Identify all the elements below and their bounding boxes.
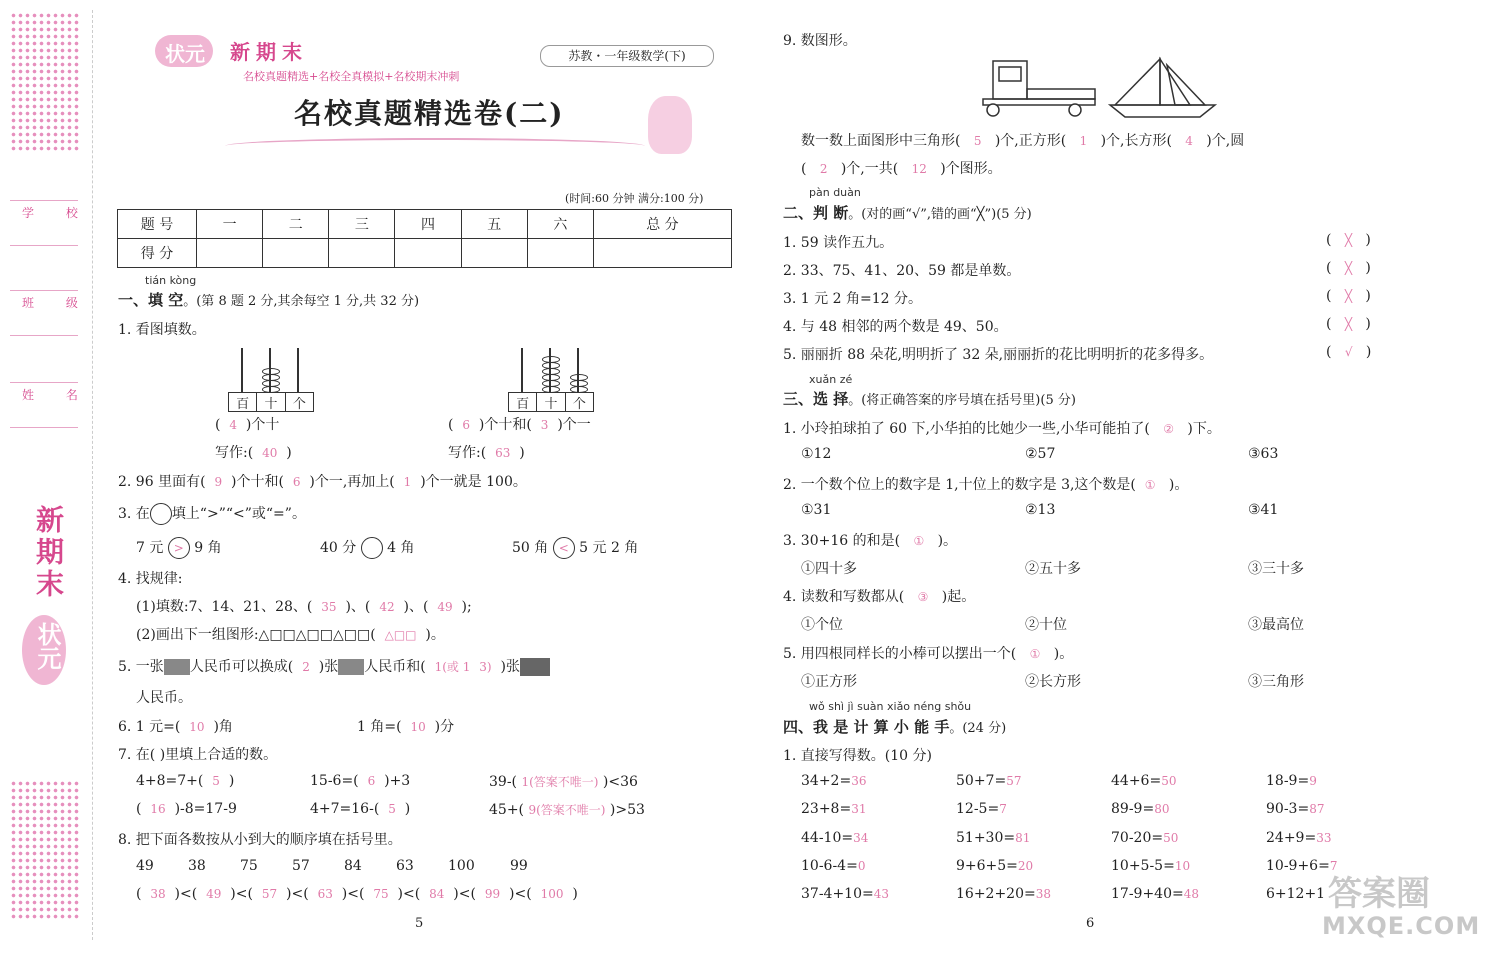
choice-q2: 2. 一个数个位上的数字是 1,十位上的数字是 3,这个数是( ① )。 [783, 477, 1189, 493]
answer[interactable]: 5 [212, 774, 220, 788]
circle-icon [150, 503, 172, 525]
answer[interactable]: 49 [437, 600, 453, 614]
edition-badge: 苏教・一年级数学(下) [540, 45, 714, 67]
choice-option[interactable]: ②五十多 [1025, 561, 1081, 577]
answer[interactable]: 4 [229, 418, 238, 432]
answer[interactable]: 2 [302, 660, 310, 674]
q7-r1-c: 39-( 1(答案不唯一) )<36 [489, 774, 638, 790]
abacus-label: 个 [572, 397, 586, 412]
answer[interactable]: ① [1144, 478, 1156, 492]
calc-row: 34+2=36 50+7=57 44+6=50 18-9=9 [801, 773, 1317, 789]
answer[interactable]: 57 [1006, 774, 1022, 788]
section1-title-text: 一、填 空 [118, 291, 184, 309]
score-table-header-row [118, 210, 732, 239]
brand-logo-text: 状元 [165, 42, 205, 66]
judge-answer-4[interactable]: ( ╳ ) [1326, 316, 1371, 332]
choice-option[interactable]: ③63 [1248, 446, 1279, 462]
answer[interactable]: 16 [150, 802, 166, 816]
answer[interactable]: 10 [189, 720, 205, 734]
choice-q4: 4. 读数和写数都从( ③ )起。 [783, 589, 976, 605]
calc-row: 37-4+10=43 16+2+20=38 17-9+40=48 6+12+1 [801, 886, 1326, 902]
score-input[interactable] [593, 239, 731, 268]
score-table-score-row [118, 239, 732, 268]
answer[interactable]: 9 [1309, 774, 1317, 788]
q6: 6. 1 元=( 10 )角 [118, 719, 233, 735]
answer[interactable]: 9 [214, 475, 223, 489]
school-label: 学 校 [22, 206, 92, 220]
judge-item-1: 1. 59 读作五九。 [783, 235, 894, 251]
section4-q1: 1. 直接写得数。(10 分) [783, 748, 932, 764]
q8-num: 99 [510, 858, 528, 874]
q7-r1-a: 4+8=7+( 5 ) [136, 773, 235, 789]
judge-answer-5[interactable]: ( √ ) [1326, 344, 1372, 360]
score-cell: 一 [197, 210, 263, 239]
answer[interactable]: 75 [373, 887, 389, 901]
choice-option[interactable]: ③41 [1248, 502, 1279, 518]
q7-r2-b: 4+7=16-( 5 ) [310, 801, 411, 817]
q8-answers: ( 38 )<( 49 )<( 57 )<( 63 )<( 75 )<( 84 )<( 99 )<( 100 ) [136, 886, 578, 902]
choice-option[interactable]: ①个位 [801, 617, 843, 633]
answer[interactable]: 87 [1309, 802, 1325, 816]
score-input[interactable] [329, 239, 395, 268]
judge-item-2: 2. 33、75、41、20、59 都是单数。 [783, 263, 1021, 279]
sidebar-series-vertical: 新期末 [32, 505, 65, 601]
score-cell: 五 [461, 210, 527, 239]
q8-text: 8. 把下面各数按从小到大的顺序填在括号里。 [118, 832, 402, 848]
choice-option[interactable]: ③三角形 [1248, 674, 1304, 690]
section4-pinyin: wǒ shì jì suàn xiǎo néng shǒu [809, 700, 972, 713]
choice-option[interactable]: ①四十多 [801, 561, 857, 577]
time-info: (时间:60 分钟 满分:100 分) [565, 192, 704, 205]
sidebar-dots-bottom [10, 780, 80, 920]
answer[interactable]: 1(答案不唯一) [521, 775, 599, 789]
answer[interactable]: 4 [1185, 134, 1193, 148]
answer[interactable]: 5 [973, 134, 982, 148]
judge-answer-2[interactable]: ( ╳ ) [1326, 260, 1371, 276]
choice-option[interactable]: ②13 [1025, 502, 1056, 518]
q9-line1: 数一数上面图形中三角形( 5 )个,正方形( 1 )个,长方形( 4 )个,圆 [801, 133, 1245, 149]
q7-r2-a: ( 16 )-8=17-9 [136, 801, 237, 817]
banknote-icon [520, 658, 550, 676]
answer[interactable]: 3) [479, 660, 492, 674]
header-subtitle: 名校真题精选+名校全真模拟+名校期末冲刺 [243, 70, 460, 83]
banknote-icon [338, 659, 364, 675]
class-label: 班 级 [22, 296, 92, 310]
q8-num: 75 [240, 858, 258, 874]
answer[interactable]: 84 [429, 887, 445, 901]
abacus-label: 十 [537, 393, 565, 411]
q5: 5. 一张 人民币可以换成( 2 )张 人民币和( 1(或 1 3) )张 [118, 656, 550, 676]
section3-note: 。(将正确答案的序号填在括号里)(5 分) [848, 393, 1076, 408]
answer[interactable]: 3 [540, 418, 549, 432]
answer[interactable]: 50 [1161, 774, 1177, 788]
abacus-a [228, 348, 312, 410]
truck-wheel [987, 104, 999, 116]
answer[interactable]: 1 [1079, 134, 1088, 148]
q8-num: 57 [292, 858, 310, 874]
answer[interactable]: 38 [1035, 887, 1052, 901]
score-cell: 四 [395, 210, 461, 239]
answer[interactable]: 2 [819, 162, 828, 176]
section3-pinyin: xuǎn zé [809, 373, 853, 386]
banknote-icon [164, 659, 190, 675]
answer[interactable]: 0 [857, 859, 866, 873]
q7-r1-b: 15-6=( 6 )+3 [310, 773, 411, 789]
answer[interactable]: 63 [495, 446, 511, 460]
q3-b: 40 分 4 角 [320, 537, 415, 559]
q8-num: 49 [136, 858, 154, 874]
q5-line2: 人民币。 [136, 690, 192, 706]
q4-text: 4. 找规律: [118, 571, 183, 587]
answer[interactable]: ① [913, 534, 925, 548]
choice-option[interactable]: ①正方形 [801, 674, 857, 690]
truck-window [999, 67, 1021, 81]
section3-title [783, 388, 1076, 409]
choice-option[interactable]: ②57 [1025, 446, 1056, 462]
answer[interactable]: 42 [379, 600, 395, 614]
choice-option[interactable]: ②十位 [1025, 617, 1067, 633]
score-cell: 总 分 [593, 210, 731, 239]
answer[interactable]: 49 [206, 887, 222, 901]
judge-item-3: 3. 1 元 2 角=12 分。 [783, 291, 922, 307]
answer[interactable]: 1 [403, 475, 412, 489]
judge-item-5: 5. 丽丽折 88 朵花,明明折了 32 朵,丽丽折的花比明明折的花多得多。 [783, 347, 1214, 363]
section2-note: 。(对的画“√”,错的画“╳”)(5 分) [848, 207, 1032, 222]
answer[interactable]: ② [1163, 422, 1175, 436]
page-title: 名校真题精选卷(二) [294, 97, 565, 130]
abacus-label: 个 [292, 397, 306, 412]
choice-q5: 5. 用四根同样长的小棒可以摆出一个( ① )。 [783, 646, 1074, 662]
answer[interactable]: 9(答案不唯一) [528, 803, 606, 817]
section2-pinyin: pàn duàn [809, 186, 861, 199]
name-label: 姓 名 [22, 388, 92, 402]
q3-a: 7 元 > 9 角 [136, 537, 222, 559]
calc-row: 10-6-4=0 9+6+5=20 10+5-5=10 10-9+6=7 [801, 858, 1338, 874]
abacus-label: 十 [257, 393, 285, 411]
section1-title [118, 289, 419, 310]
compare-circle[interactable]: > [168, 537, 190, 559]
sail-triangle [1115, 59, 1160, 105]
abacus-label: 百 [509, 393, 537, 411]
answer[interactable]: 43 [873, 887, 890, 901]
section4-title-text: 四、我 是 计 算 小 能 手 [783, 718, 950, 736]
answer[interactable]: 57 [261, 887, 278, 901]
sidebar-dots-top [10, 12, 80, 152]
q1-a-write: 写作:( 40 ) [215, 445, 292, 461]
q6-b: 1 角=( 10 )分 [357, 719, 455, 735]
q9-text: 9. 数图形。 [783, 33, 857, 49]
answer[interactable]: 36 [851, 774, 867, 788]
abacus-label: 百 [229, 393, 257, 411]
section1-note: 。(第 8 题 2 分,其余每空 1 分,共 32 分) [183, 294, 420, 309]
sail-triangle [1160, 59, 1190, 105]
answer[interactable]: 48 [1183, 887, 1200, 901]
section4-note: 。(24 分) [949, 721, 1007, 736]
truck-wheel [1069, 104, 1081, 116]
answer[interactable]: 80 [1154, 802, 1170, 816]
watermark-url: MXQE.COM [1322, 912, 1481, 940]
score-table [117, 209, 732, 268]
answer[interactable]: 31 [851, 802, 867, 816]
compare-circle[interactable] [361, 537, 383, 559]
score-input[interactable] [197, 239, 263, 268]
choice-q3: 3. 30+16 的和是( ① )。 [783, 533, 958, 549]
score-cell: 三 [329, 210, 395, 239]
answer[interactable]: 35 [321, 600, 337, 614]
section1-pinyin: tián kòng [145, 274, 197, 287]
q3-c: 50 角 < 5 元 2 角 [512, 537, 638, 559]
section4-title [783, 716, 1006, 737]
answer[interactable]: ③ [917, 590, 929, 604]
sidebar-brand-vertical: 状元 [33, 622, 62, 670]
score-cell: 六 [527, 210, 593, 239]
q7-text: 7. 在( )里填上合适的数。 [118, 747, 278, 763]
score-cell: 得 分 [118, 239, 197, 268]
answer[interactable]: 63 [317, 887, 333, 901]
choice-option[interactable]: ③最高位 [1248, 617, 1304, 633]
answer[interactable]: 40 [262, 446, 278, 460]
answer[interactable]: 33 [1316, 831, 1332, 845]
answer[interactable]: 34 [853, 831, 869, 845]
calc-row: 44-10=34 51+30=81 70-20=50 24+9=33 [801, 830, 1332, 846]
q9-line2: ( 2 )个,一共( 12 )个图形。 [801, 161, 1002, 177]
answer[interactable]: 38 [150, 887, 166, 901]
answer[interactable]: 50 [1163, 831, 1179, 845]
q2: 2. 96 里面有( 9 )个十和( 6 )个一,再加上( 1 )个一就是 100。 [118, 474, 527, 490]
q3: 3. 在 填上“>”“<”或“=”。 [118, 503, 306, 525]
boat-hull [1110, 105, 1215, 117]
answer[interactable]: 99 [484, 887, 501, 901]
q9-figures [975, 55, 1220, 120]
page-number-left: 5 [415, 916, 424, 931]
score-input[interactable] [395, 239, 461, 268]
title-swoosh [225, 138, 645, 154]
abacus-b [508, 348, 592, 410]
choice-option[interactable]: ①12 [801, 446, 832, 462]
q7-r2-c: 45+( 9(答案不唯一) )>53 [489, 802, 645, 818]
answer[interactable]: 20 [1017, 859, 1034, 873]
series-title: 新期末 [230, 40, 308, 64]
q8-num: 100 [448, 858, 475, 874]
q1-b-answer: ( 6 )个十和( 3 )个一 [448, 417, 591, 433]
score-cell: 题 号 [118, 210, 197, 239]
answer[interactable]: 5 [388, 802, 396, 816]
answer[interactable]: 7 [1329, 859, 1338, 873]
judge-answer-1[interactable]: ( ╳ ) [1326, 232, 1371, 248]
score-input[interactable] [461, 239, 527, 268]
section3-title-text: 三、选 择 [783, 390, 849, 408]
answer[interactable]: 6 [462, 418, 471, 432]
choice-option[interactable]: ③三十多 [1248, 561, 1304, 577]
choice-option[interactable]: ②长方形 [1025, 674, 1081, 690]
score-cell: 二 [263, 210, 329, 239]
answer[interactable]: 81 [1015, 831, 1031, 845]
judge-answer-3[interactable]: ( ╳ ) [1326, 288, 1371, 304]
calc-row: 23+8=31 12-5=7 89-9=80 90-3=87 [801, 801, 1325, 817]
choice-option[interactable]: ①31 [801, 502, 832, 518]
page-number-right: 6 [1086, 916, 1095, 931]
q8-num: 63 [396, 858, 414, 874]
judge-item-4: 4. 与 48 相邻的两个数是 49、50。 [783, 319, 1008, 335]
q1-text: 1. 看图填数。 [118, 322, 206, 338]
answer[interactable]: 100 [540, 887, 564, 901]
compare-circle[interactable]: < [553, 537, 575, 559]
q1-a-answer: ( 4 )个十 [215, 417, 280, 433]
q4-line2: (2)画出下一组图形:△□□△□□△□□( △□□ )。 [136, 627, 445, 643]
section2-title [783, 202, 1032, 223]
binding-line [92, 10, 93, 940]
answer[interactable]: 7 [999, 802, 1007, 816]
score-input[interactable] [527, 239, 593, 268]
answer[interactable]: △□□ [384, 628, 417, 642]
score-input[interactable] [263, 239, 329, 268]
answer[interactable]: 10 [410, 720, 426, 734]
answer[interactable]: 6 [292, 475, 301, 489]
q8-nums [136, 858, 528, 874]
answer[interactable]: 1(或 1 [434, 660, 471, 674]
q4-line1: (1)填数:7、14、21、28、( 35 )、( 42 )、( 49 ); [136, 599, 472, 615]
watermark-logo: 答案圈 [1328, 874, 1430, 914]
mascot-icon [648, 96, 692, 154]
q8-num: 38 [188, 858, 206, 874]
q1-b-write: 写作:( 63 ) [448, 445, 525, 461]
answer[interactable]: 12 [911, 162, 927, 176]
answer[interactable]: ① [1029, 647, 1041, 661]
truck-rear [1027, 89, 1095, 99]
section2-title-text: 二、判 断 [783, 204, 849, 222]
answer[interactable]: 6 [367, 774, 376, 788]
answer[interactable]: 10 [1174, 859, 1191, 873]
choice-q1: 1. 小玲拍球拍了 60 下,小华拍的比她少一些,小华可能拍了( ② )下。 [783, 421, 1221, 437]
q8-num: 84 [344, 858, 362, 874]
